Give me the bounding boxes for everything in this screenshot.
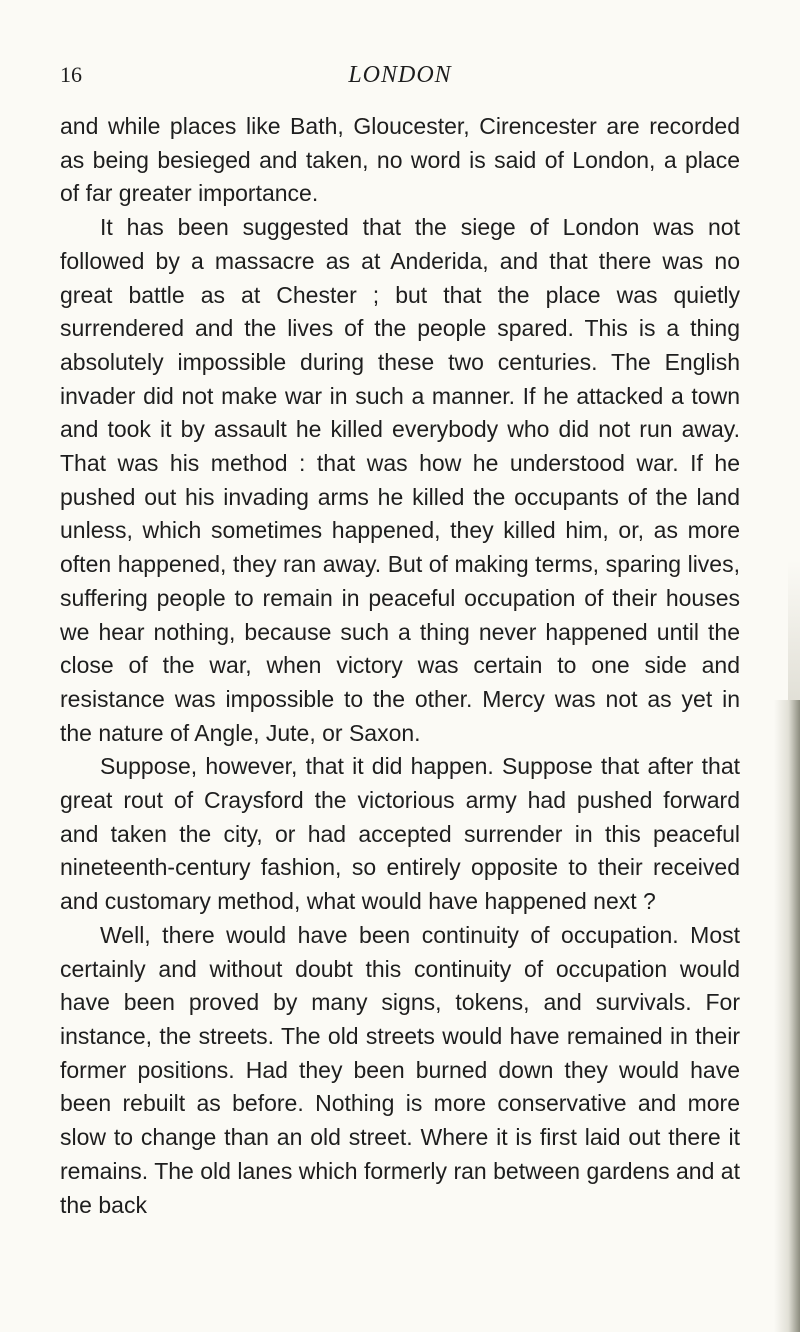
- paragraph-suppose: Suppose, however, that it did happen. Suppose that after that great rout of Craysford the victorious army had pushed forward and taken the city, or had accepted surrender in this peaceful nineteenth-century fashion, so entirely opposite to their received and customary method, what would have happened next ?: [60, 753, 740, 915]
- paragraph-siege: It has been suggested that the siege of London was not followed by a massacre as at Anderida, and that there was no great battle as at Chester ; but that the place was quietly surrendered and the lives of the people spared. This is a thing absolutely impossible during these two centuries. The English invader did not make war in such a manner. If he attacked a town and took it by assault he killed everybody who did not run away. That was his method : that was how he understood war. If he pushed out his invading arms he killed the occupants of the land unless, which sometimes happened, they killed him, or, as more often happened, they ran away. But of making terms, sparing lives, suffering people to remain in peaceful occupation of their houses we hear nothing, because such a thing never happened until the close of the war, when victory was certain to one side and resistance was impossible to the other. Mercy was not as yet in the nature of Angle, Jute, or Saxon.: [60, 214, 740, 746]
- page-number: 16: [60, 62, 82, 87]
- running-title: LONDON: [348, 62, 452, 88]
- running-head: [60, 62, 740, 94]
- paragraph-continuity: Well, there would have been continuity of occupation. Most certainly and without doubt this continuity of occupation would have been proved by many signs, tokens, and survivals. For instance, the streets. The old streets would have remained in their former positions. Had they been burned down they would have been rebuilt as before. Nothing is more conservative and more slow to change than an old street. Where it is first laid out there it remains. The old lanes which formerly ran between gardens and at the back: [60, 921, 740, 1218]
- page-edge-shadow-upper: [788, 560, 800, 700]
- paragraph-continued: and while places like Bath, Gloucester, Cirencester are recorded as being besieged and taken, no word is said of London, a place of far greater importance.: [60, 113, 740, 207]
- page-edge-shadow: [774, 700, 800, 1332]
- body-text: [60, 110, 740, 1222]
